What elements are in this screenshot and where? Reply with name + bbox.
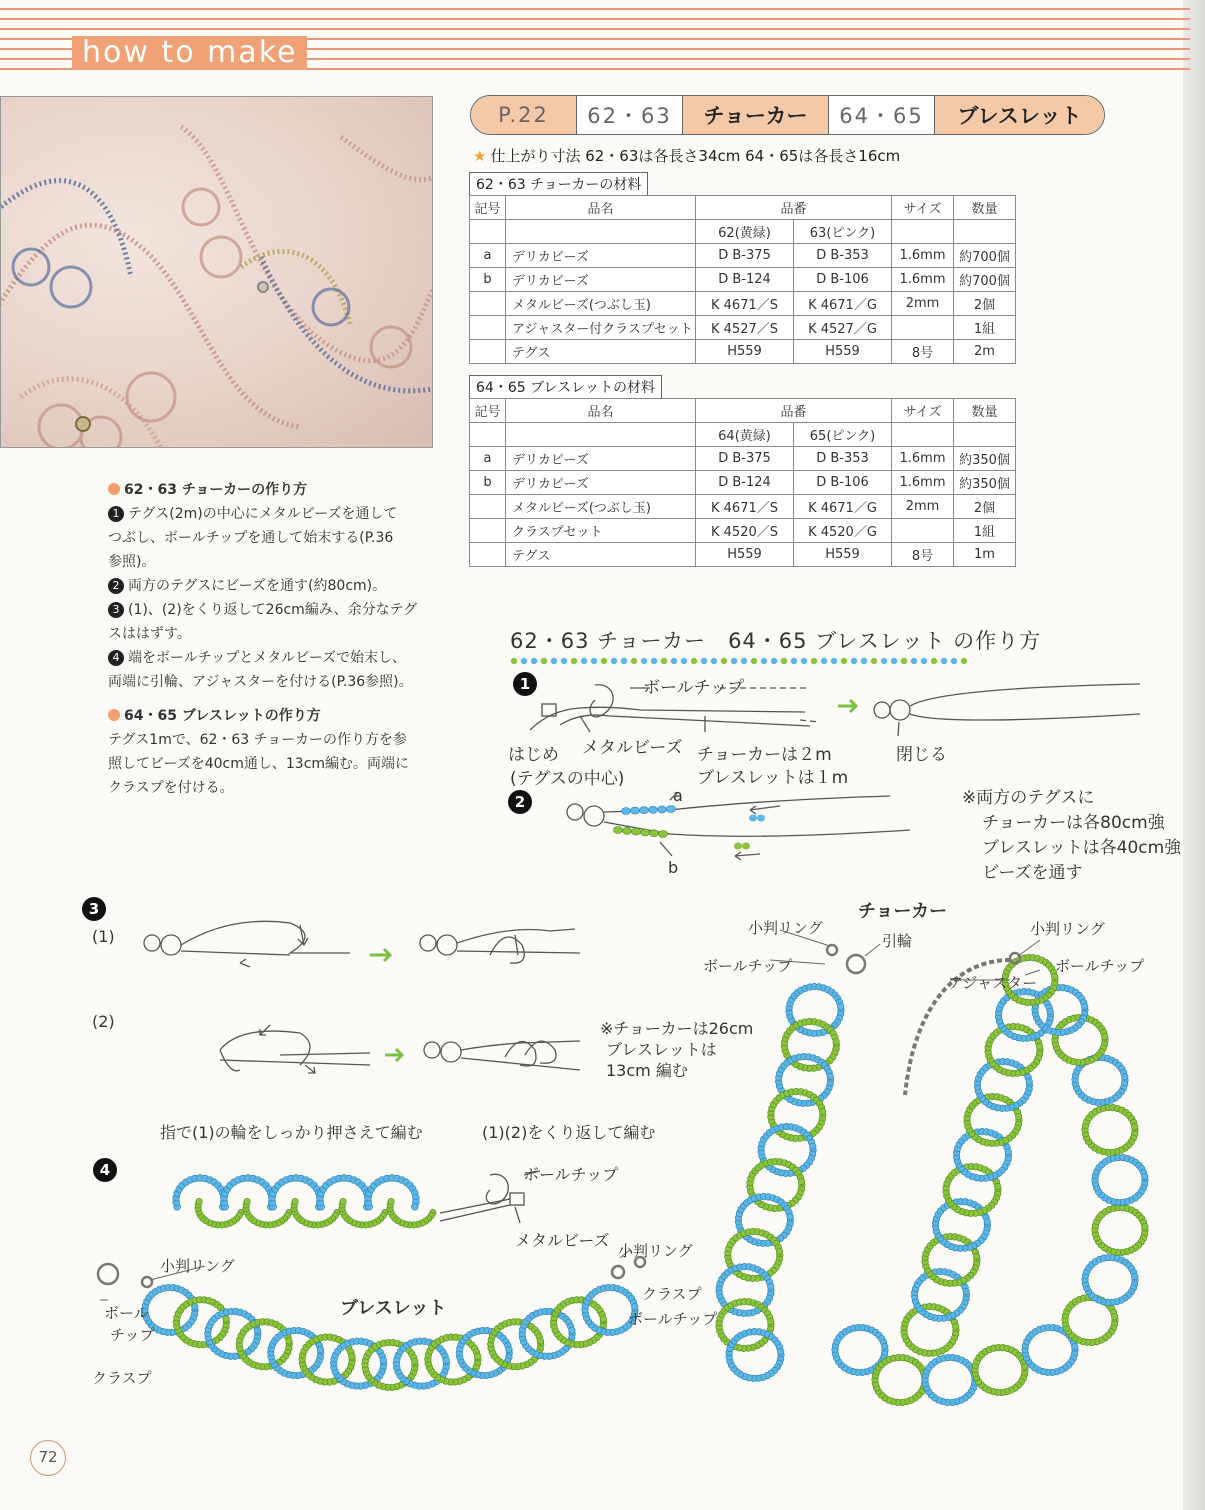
- step-3-number: 3: [82, 897, 106, 921]
- sub-header: 63(ピンク): [794, 220, 892, 244]
- bead: [871, 658, 877, 664]
- bullet-dot-icon: [108, 483, 120, 495]
- bracelet-label: ブレスレット: [935, 96, 1104, 134]
- choker-ballchip-left-label: ボールチップ: [703, 957, 793, 975]
- s1-ballchip-label: ボールチップ: [643, 678, 745, 698]
- bead: [671, 658, 677, 664]
- choker-ring-left-label: 小判リング: [748, 919, 823, 937]
- bead: [667, 806, 676, 813]
- s1-start-label: はじめ: [508, 745, 559, 765]
- bead: [511, 658, 517, 664]
- bead: [541, 658, 547, 664]
- s2-a-label: a: [673, 786, 683, 805]
- bead: [787, 1213, 794, 1220]
- bead: [881, 1343, 888, 1350]
- bead: [833, 1038, 840, 1045]
- bullet-dot-icon: [108, 709, 120, 721]
- bead: [1121, 1073, 1128, 1080]
- col-header: 数量: [954, 399, 1016, 423]
- choker-numbers: 62・63: [577, 96, 683, 134]
- choker-materials: [469, 172, 1016, 364]
- bead: [911, 658, 917, 664]
- bead: [891, 658, 897, 664]
- instruction-step: 1 テグス(2m)の中心にメタルビーズを通して: [108, 502, 443, 526]
- table-row: テグス H559 H559 8号 1m: [470, 543, 1016, 567]
- bead: [851, 658, 857, 664]
- s2-note: ※両方のテグスに チョーカーは各80cm強 ブレスレットは各40cm強 ビーズを通す: [962, 788, 1182, 883]
- bead: [1036, 1043, 1043, 1050]
- bead: [1141, 1173, 1148, 1180]
- col-header: 記号: [470, 196, 506, 220]
- bead: [474, 1353, 481, 1360]
- bead: [614, 827, 623, 834]
- s4-ballchip-label: ボールチップ: [523, 1165, 619, 1184]
- bead: [569, 1327, 576, 1334]
- s1-length-choker: チョーカーは２m: [697, 745, 832, 765]
- bead: [649, 806, 658, 813]
- step-2-number: 2: [508, 790, 532, 814]
- beadwork-photo-illustration: [1, 97, 433, 448]
- instruction-line: テグス1mで、62・63 チョーカーの作り方を参: [108, 732, 407, 748]
- choker-ring-right-label: 小判リング: [1030, 920, 1105, 938]
- s1-length-bracelet: ブレスレットは１m: [697, 768, 849, 788]
- bead: [659, 831, 668, 838]
- bead: [973, 1253, 980, 1260]
- step-2-drawing: [560, 790, 920, 870]
- bead: [777, 1348, 784, 1355]
- s1-close-label: 閉じる: [896, 745, 947, 765]
- bead: [1026, 1078, 1033, 1085]
- bracelet-ballchip-right-label: ボールチップ: [628, 1310, 718, 1328]
- instruction-line: 両端に引輪、アジャスターを付ける(P.36参照)。: [108, 674, 413, 690]
- choker-label: チョーカー: [683, 96, 829, 134]
- bracelet-instructions-heading: 64・65 ブレスレットの作り方: [108, 704, 443, 728]
- finish-size-text: 仕上がり寸法 62・63は各長さ34cm 64・65は各長さ16cm: [490, 147, 901, 165]
- bead: [731, 658, 737, 664]
- bead: [931, 658, 937, 664]
- bead: [506, 1346, 513, 1353]
- project-title-bar: [470, 95, 1105, 135]
- table-row: クラスプセット K 4520／S K 4520／G 1組: [470, 519, 1016, 543]
- bead: [561, 658, 567, 664]
- bead: [1005, 1148, 1012, 1155]
- bead: [721, 658, 727, 664]
- instruction-step: 4 端をボールチップとメタルビーズで始末し、: [108, 646, 443, 670]
- bead: [781, 658, 787, 664]
- bead: [286, 1338, 293, 1345]
- bead: [681, 658, 687, 664]
- col-header: サイズ: [892, 399, 954, 423]
- header-title: how to make: [72, 36, 307, 70]
- bead: [521, 658, 527, 664]
- bead: [650, 830, 659, 837]
- bead: [658, 806, 667, 813]
- star-icon: ★: [473, 147, 487, 165]
- bead: [651, 658, 657, 664]
- bracelet-ballchip-left-label: ボール チップ: [104, 1304, 155, 1344]
- bead: [531, 658, 537, 664]
- bead: [1131, 1123, 1138, 1130]
- s3-note: ※チョーカーは26cm ブレスレットは 13cm 編む: [600, 1019, 754, 1080]
- instruction-line: つぶし、ボールチップを通して始末する(P.36: [108, 530, 394, 546]
- bracelet-ring-left-label: 小判リング: [160, 1257, 235, 1275]
- bead: [767, 1283, 774, 1290]
- bead: [1101, 1033, 1108, 1040]
- instruction-line: 照してビーズを40cm通し、13cm編む。両端に: [108, 756, 410, 772]
- bead: [632, 828, 641, 835]
- bead: [551, 658, 557, 664]
- col-header: 記号: [470, 399, 506, 423]
- bead: [837, 1003, 844, 1010]
- bead: [741, 658, 747, 664]
- product-photo: [0, 96, 433, 448]
- bead: [1047, 1008, 1054, 1015]
- materials-table: [469, 195, 1016, 364]
- bead: [1111, 1313, 1118, 1320]
- bead: [443, 1357, 450, 1364]
- bead: [961, 658, 967, 664]
- step-1-number: 1: [513, 672, 537, 696]
- page-number: 72: [30, 1440, 66, 1476]
- diagram-title: 62・63 チョーカー 64・65 ブレスレット の作り方: [510, 629, 1042, 653]
- bead: [861, 658, 867, 664]
- s2-b-label: b: [668, 858, 679, 877]
- bead: [611, 658, 617, 664]
- table-row: テグス H559 H559 8号 2m: [470, 340, 1016, 364]
- s4-metal-label: メタルビーズ: [515, 1231, 610, 1250]
- s1-metal-label: メタルビーズ: [582, 738, 683, 758]
- bracelet-clasp-left-label: クラスプ: [92, 1369, 152, 1387]
- s3-caption-1: 指で(1)の輪をしっかり押さえて編む: [160, 1123, 423, 1142]
- bead: [734, 843, 742, 850]
- bead: [901, 658, 907, 664]
- bead: [691, 658, 697, 664]
- materials-table: [469, 398, 1016, 567]
- bead: [621, 658, 627, 664]
- bead: [641, 829, 650, 836]
- bead: [254, 1327, 261, 1334]
- bead: [819, 1108, 826, 1115]
- choker-ballchip-right-label: ボールチップ: [1055, 957, 1145, 975]
- bead: [767, 1318, 774, 1325]
- table-row: a デリカビーズ D B-375 D B-353 1.6mm 約700個: [470, 244, 1016, 268]
- bracelet-clasp-right-label: クラスプ: [642, 1285, 702, 1303]
- bead: [380, 1357, 387, 1364]
- bead: [771, 658, 777, 664]
- bead: [952, 1323, 959, 1330]
- bead: [581, 658, 587, 664]
- instruction-step: 2 両方のテグスにビーズを通す(約80cm)。: [108, 574, 443, 598]
- bead: [841, 658, 847, 664]
- col-header: 品番: [696, 196, 892, 220]
- bead: [411, 1358, 418, 1365]
- choker-illustration-label: チョーカー: [858, 901, 948, 922]
- bracelet-numbers: 64・65: [829, 96, 935, 134]
- bead: [641, 658, 647, 664]
- choker-instructions-heading: 62・63 チョーカーの作り方: [108, 478, 443, 502]
- bead: [631, 807, 640, 814]
- bead: [801, 658, 807, 664]
- bead: [881, 658, 887, 664]
- bead: [537, 1338, 544, 1345]
- finish-size: [473, 145, 900, 166]
- instruction-step: 3 (1)、(2)をくり返して26cm編み、余分なテグ: [108, 598, 443, 622]
- bead: [591, 658, 597, 664]
- sub-header: 65(ピンク): [794, 423, 892, 447]
- bracelet-materials: [469, 375, 1016, 567]
- s3-part1-label: (1): [92, 927, 115, 946]
- bead: [640, 807, 649, 814]
- table-row: メタルビーズ(つぶし玉) K 4671／S K 4671／G 2mm 2個: [470, 292, 1016, 316]
- bead: [571, 658, 577, 664]
- choker-adjuster-label: アジャスター: [948, 974, 1038, 992]
- col-header: 品番: [696, 399, 892, 423]
- bead: [798, 1178, 805, 1185]
- finished-pieces-illustration: [0, 880, 1190, 1450]
- bead: [349, 1353, 356, 1360]
- bead: [622, 808, 631, 815]
- bead: [821, 658, 827, 664]
- bead: [791, 658, 797, 664]
- table-row: a デリカビーズ D B-375 D B-353 1.6mm 約350個: [470, 447, 1016, 471]
- table-row: b デリカビーズ D B-124 D B-106 1.6mm 約350個: [470, 471, 1016, 495]
- bead: [827, 1073, 834, 1080]
- bracelet-ring-right-label: 小判リング: [618, 1242, 693, 1260]
- bead: [623, 827, 632, 834]
- bead: [1081, 1003, 1088, 1010]
- bead: [317, 1346, 324, 1353]
- bracelet-illustration-label: ブレスレット: [340, 1298, 447, 1319]
- bead: [631, 658, 637, 664]
- table-row: b デリカビーズ D B-124 D B-106 1.6mm 約700個: [470, 268, 1016, 292]
- bead: [809, 1143, 816, 1150]
- bead: [776, 1248, 783, 1255]
- bead: [831, 658, 837, 664]
- table-caption: 64・65 ブレスレットの材料: [469, 375, 662, 398]
- bead: [761, 658, 767, 664]
- bead: [601, 658, 607, 664]
- instruction-line: クラスプを付ける。: [108, 780, 234, 796]
- bead: [1141, 1223, 1148, 1230]
- table-row: メタルビーズ(つぶし玉) K 4671／S K 4671／G 2mm 2個: [470, 495, 1016, 519]
- col-header: 数量: [954, 196, 1016, 220]
- dotted-underline: [510, 656, 970, 666]
- sub-header: 64(黄緑): [696, 423, 794, 447]
- col-header: 品名: [506, 196, 696, 220]
- bead: [742, 843, 750, 850]
- table-row: アジャスター付クラスプセット K 4527／S K 4527／G 1組: [470, 316, 1016, 340]
- s3-part2-label: (2): [92, 1012, 115, 1031]
- bead: [749, 815, 757, 822]
- s1-start-sub-label: (テグスの中心): [510, 769, 625, 789]
- bead: [994, 1183, 1001, 1190]
- instruction-line: 参照)。: [108, 554, 156, 570]
- bead: [757, 815, 765, 822]
- choker-instructions: [108, 478, 443, 800]
- col-header: 品名: [506, 399, 696, 423]
- bead: [941, 658, 947, 664]
- bead: [811, 658, 817, 664]
- bead: [963, 1288, 970, 1295]
- page-ref: P.22: [471, 96, 577, 134]
- sub-header: 62(黄緑): [696, 220, 794, 244]
- bead: [1131, 1273, 1138, 1280]
- step-4-number: 4: [93, 1158, 117, 1182]
- bead: [600, 1316, 607, 1323]
- bead: [661, 658, 667, 664]
- instruction-line: スははずす。: [108, 626, 191, 642]
- bead: [751, 658, 757, 664]
- bead: [921, 658, 927, 664]
- bead: [701, 658, 707, 664]
- table-caption: 62・63 チョーカーの材料: [469, 172, 648, 195]
- bead: [951, 658, 957, 664]
- bead: [984, 1218, 991, 1225]
- bead: [1071, 1343, 1078, 1350]
- bead: [1015, 1113, 1022, 1120]
- col-header: サイズ: [892, 196, 954, 220]
- choker-hikiwa-label: 引輪: [882, 932, 913, 950]
- bead: [711, 658, 717, 664]
- s3-caption-2: (1)(2)をくり返して編む: [482, 1123, 656, 1142]
